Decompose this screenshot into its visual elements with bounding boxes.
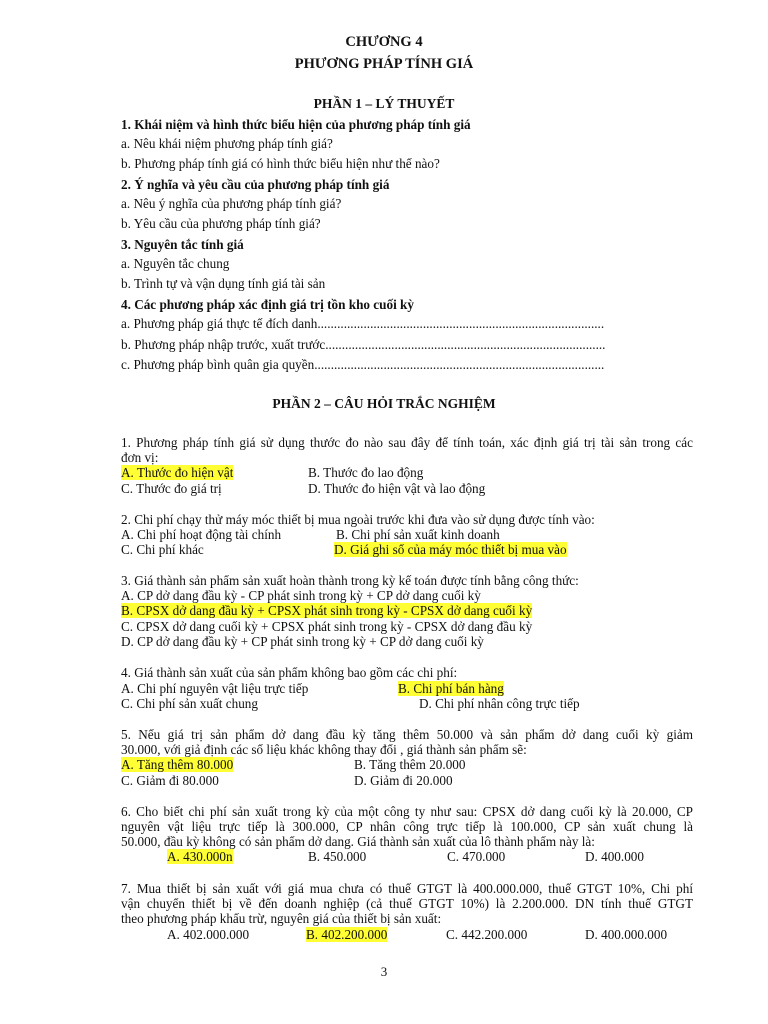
section-1-title: 1. Khái niệm và hình thức biểu hiện của phương pháp tính giá [121, 117, 471, 132]
q5-option-d: D. Giảm đi 20.000 [354, 773, 453, 788]
q5-option-b: B. Tăng thêm 20.000 [354, 757, 466, 772]
q3-option-c: C. CPSX dở dang cuối kỳ + CPSX phát sinh trong kỳ - CPSX dở dang đầu kỳ [121, 619, 533, 634]
section-4-item-c: c. Phương pháp bình quân gia quyền........................................................................................ [121, 357, 605, 372]
section-4-item-a: a. Phương pháp giá thực tế đích danh....................................................................................... [121, 316, 605, 331]
q6-text-line3: 50.000, đầu kỳ không có sản phẩm dở dang. Giá thành sản xuất của lô thành phẩm này là: [121, 834, 595, 849]
q7-option-b-highlight: B. 402.200.000 [306, 927, 388, 942]
part1-heading: PHẦN 1 – LÝ THUYẾT [313, 96, 455, 111]
section-2-item-b: b. Yêu cầu của phương pháp tính giá? [121, 216, 321, 231]
q6-option-c: C. 470.000 [447, 849, 506, 864]
q7-option-b [306, 927, 387, 943]
q2-option-d [334, 542, 567, 558]
q3-option-a: A. CP dở dang đầu kỳ - CP phát sinh trong kỳ + CP dở dang cuối kỳ [121, 588, 481, 603]
q7-option-d: D. 400.000.000 [585, 927, 668, 942]
part2-heading: PHẦN 2 – CÂU HỎI TRẮC NGHIỆM [272, 396, 496, 411]
q2-option-c: C. Chi phí khác [121, 542, 204, 557]
q1-text-line2: đơn vị: [121, 450, 159, 465]
q2-option-b: B. Chi phí sản xuất kinh doanh [336, 527, 500, 542]
q5-text-line1: 5. Nếu giá trị sản phẩm dở dang đầu kỳ tăng thêm 50.000 và sản phẩm dở dang cuối kỳ giảm [121, 727, 693, 742]
section-2-item-a: a. Nêu ý nghĩa của phương pháp tính giá? [121, 196, 342, 211]
q4-text-line1: 4. Giá thành sản xuất của sản phẩm không bao gồm các chi phí: [121, 665, 458, 680]
q7-option-a: A. 402.000.000 [167, 927, 250, 942]
q4-option-b [398, 681, 504, 697]
q6-option-d: D. 400.000 [585, 849, 644, 864]
q2-text-line1: 2. Chi phí chạy thử máy móc thiết bị mua ngoài trước khi đưa vào sử dụng được tính vào: [121, 512, 595, 527]
q1-option-d: D. Thước đo hiện vật và lao động [308, 481, 486, 496]
section-4-title: 4. Các phương pháp xác định giá trị tồn kho cuối kỳ [121, 297, 414, 312]
q3-text-line1: 3. Giá thành sản phẩm sản xuất hoàn thành trong kỳ kế toán được tính bằng công thức: [121, 573, 579, 588]
section-3-item-b: b. Trình tự và vận dụng tính giá tài sản [121, 276, 326, 291]
section-4-item-b: b. Phương pháp nhập trước, xuất trước..................................................................................... [121, 337, 606, 352]
page-number: 3 [380, 964, 388, 979]
q3-option-b-highlight: B. CPSX dở dang đầu kỳ + CPSX phát sinh trong kỳ - CPSX dở dang cuối kỳ [121, 603, 533, 618]
q5-option-c: C. Giảm đi 80.000 [121, 773, 219, 788]
q6-option-a-highlight: A. 430.000n [167, 849, 233, 864]
q7-option-c: C. 442.200.000 [446, 927, 528, 942]
q7-text-line1: 7. Mua thiết bị sản xuất với giá mua chưa có thuế GTGT là 400.000.000, thuế GTGT 10%, Chi phí [121, 881, 693, 896]
q1-option-a [121, 465, 233, 481]
q1-option-c: C. Thước đo giá trị [121, 481, 222, 496]
q2-option-d-highlight: D. Giá ghi sổ của máy móc thiết bị mua vào [334, 542, 567, 557]
q7-text-line3: theo phương pháp khấu trừ, nguyên giá của thiết bị sản xuất: [121, 911, 442, 926]
section-1-item-a: a. Nêu khái niệm phương pháp tính giá? [121, 136, 333, 151]
q2-option-a: A. Chi phí hoạt động tài chính [121, 527, 282, 542]
q1-text-line1: 1. Phương pháp tính giá sử dụng thước đo nào sau đây để tính toán, xác định giá trị tài sản trong các [121, 435, 693, 450]
q6-option-a [167, 849, 233, 865]
section-2-title: 2. Ý nghĩa và yêu cầu của phương pháp tính giá [121, 177, 390, 192]
q1-option-b: B. Thước đo lao động [308, 465, 424, 480]
section-1-item-b: b. Phương pháp tính giá có hình thức biểu hiện như thế nào? [121, 156, 440, 171]
q3-option-d: D. CP dở dang đầu kỳ + CP phát sinh trong kỳ + CP dở dang cuối kỳ [121, 634, 484, 649]
q5-option-a [121, 757, 233, 773]
q4-option-b-highlight: B. Chi phí bán hàng [398, 681, 504, 696]
q7-text-line2: vận chuyển thiết bị về đến doanh nghiệp (cả thuế GTGT 10%) là 2.200.000. DN tính thuế GTGT [121, 896, 693, 911]
q6-text-line2: nguyên vật liệu trực tiếp là 300.000, CP nhân công trực tiếp là 100.000, CP sản xuất chung là [121, 819, 693, 834]
q5-option-a-highlight: A. Tăng thêm 80.000 [121, 757, 234, 772]
section-3-item-a: a. Nguyên tắc chung [121, 256, 230, 271]
q4-option-d: D. Chi phí nhân công trực tiếp [419, 696, 580, 711]
q5-text-line2: 30.000, với giả định các số liệu khác không thay đổi , giá thành sản phẩm sẽ: [121, 742, 527, 757]
chapter-label: CHƯƠNG 4 [345, 34, 423, 50]
q4-option-a: A. Chi phí nguyên vật liệu trực tiếp [121, 681, 309, 696]
q3-option-b [121, 603, 532, 619]
chapter-title: PHƯƠNG PHÁP TÍNH GIÁ [294, 56, 474, 72]
q4-option-c: C. Chi phí sản xuất chung [121, 696, 258, 711]
q1-option-a-highlight: A. Thước đo hiện vật [121, 465, 234, 480]
q6-option-b: B. 450.000 [308, 849, 367, 864]
section-3-title: 3. Nguyên tắc tính giá [121, 237, 244, 252]
q6-text-line1: 6. Cho biết chi phí sản xuất trong kỳ của một công ty như sau: CPSX dở dang cuối kỳ là 20.000, CP [121, 804, 693, 819]
